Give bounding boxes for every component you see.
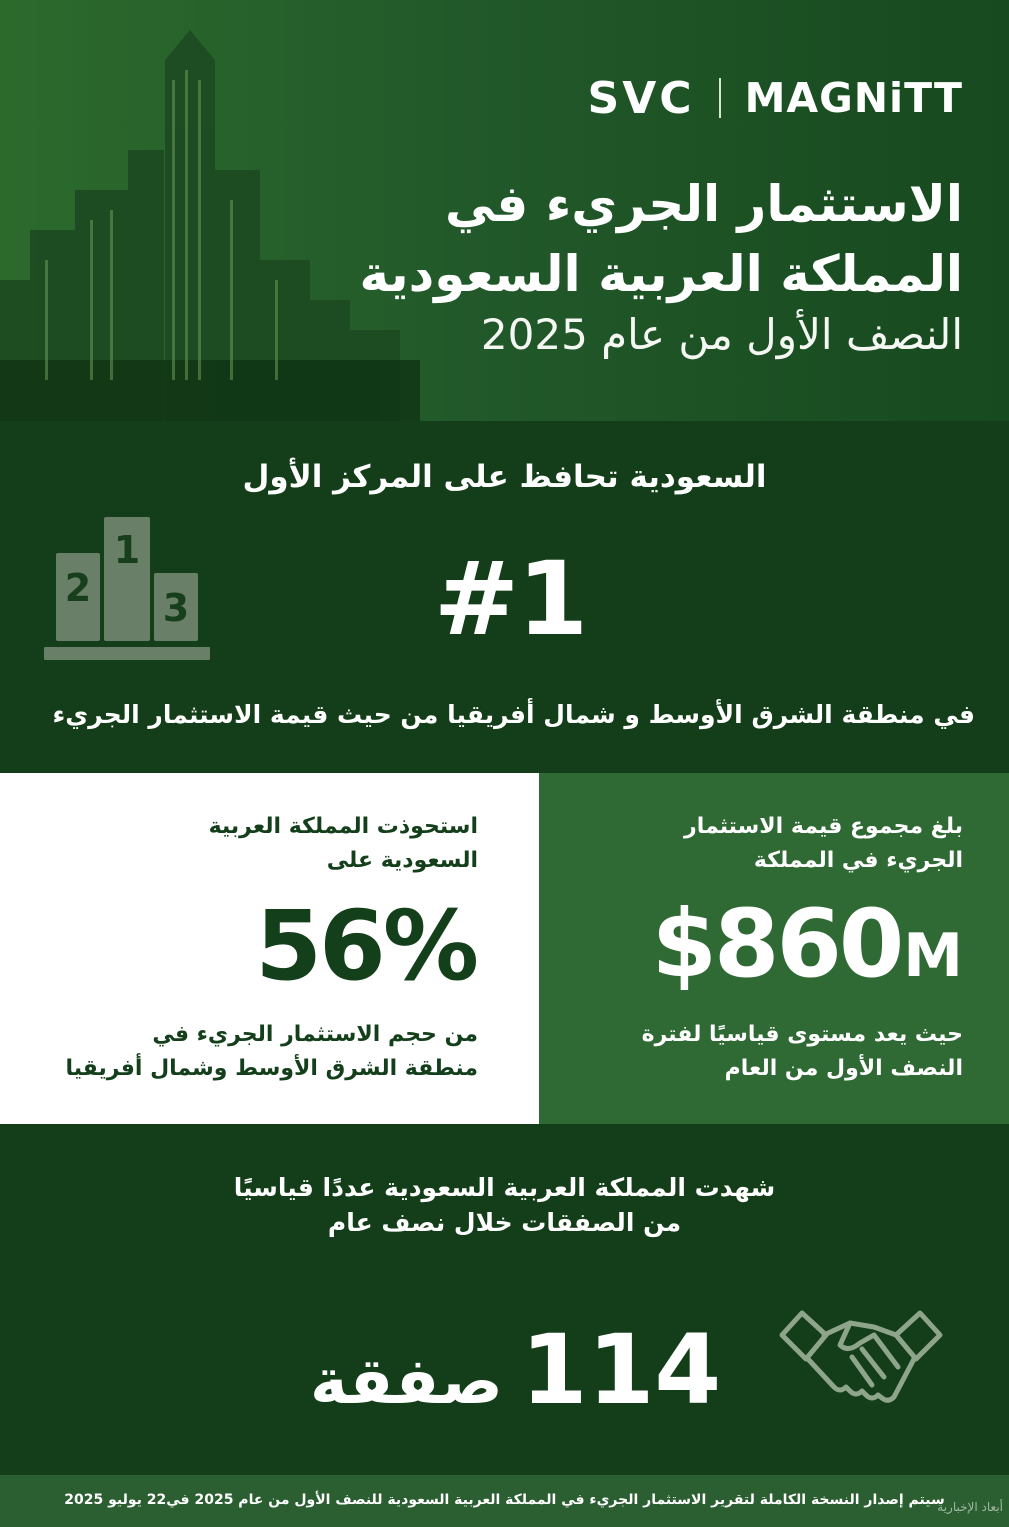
total-description-bottom [642,1018,963,1086]
total-bottom-line-2: النصف الأول من العام [724,1056,963,1081]
podium-icon [40,515,212,663]
svc-logo: SVC [587,72,695,124]
page-subtitle: النصف الأول من عام 2025 [480,310,963,359]
page-title-line-2: المملكة العربية السعودية [359,245,963,303]
rank-value: #1 [433,540,587,659]
rank-caption: في منطقة الشرق الأوسط و شمال أفريقيا من حيث قيمة الاستثمار الجريء [52,700,975,729]
total-bottom-line-1: حيث يعد مستوى قياسيًا لفترة [641,1022,963,1047]
rank-heading: السعودية تحافظ على المركز الأول [242,459,767,495]
deals-line-1: شهدت المملكة العربية السعودية عددًا قياسيًا [233,1173,776,1202]
total-top-line-1: بلغ مجموع قيمة الاستثمار [684,814,963,839]
share-description-top [209,810,478,878]
deals-line-2: من الصفقات خلال نصف عام [327,1208,682,1237]
total-amount: $860 [651,890,902,999]
header-banner [0,0,1009,421]
logo-divider [719,78,721,118]
page-title-line-1: الاستثمار الجريء في [444,175,963,233]
podium-label-3: 3 [162,586,190,630]
logo-bar [588,72,963,124]
total-description-top [684,810,963,878]
podium-label-2: 2 [64,566,92,610]
share-top-line-2: السعودية على [326,848,478,873]
deals-unit: صفقة [310,1345,503,1419]
deals-count [310,1310,721,1442]
share-bottom-line-1: من حجم الاستثمار الجريء في [152,1022,478,1047]
share-description-bottom [65,1018,478,1086]
share-bottom-line-2: منطقة الشرق الأوسط وشمال أفريقيا [65,1056,478,1081]
share-top-line-1: استحوذت المملكة العربية [208,814,478,839]
deals-description [0,1170,1009,1240]
handshake-icon [778,1305,944,1417]
deals-number: 114 [520,1314,722,1426]
total-top-line-2: الجريء في المملكة [753,848,963,873]
watermark-text: أبعاد الإخبارية [937,1500,1003,1514]
share-value: 56% [255,890,476,1002]
podium-label-1: 1 [113,528,141,572]
footer-text: سيتم إصدار النسخة الكاملة لتقرير الاستثمار الجريء في المملكة العربية السعودية للنصف الأول من عام 2025 في22 يوليو 2025 [64,1492,945,1508]
total-unit: M [903,921,963,991]
magnitt-logo: MAGNiTT [744,74,963,122]
total-value [652,885,963,1031]
